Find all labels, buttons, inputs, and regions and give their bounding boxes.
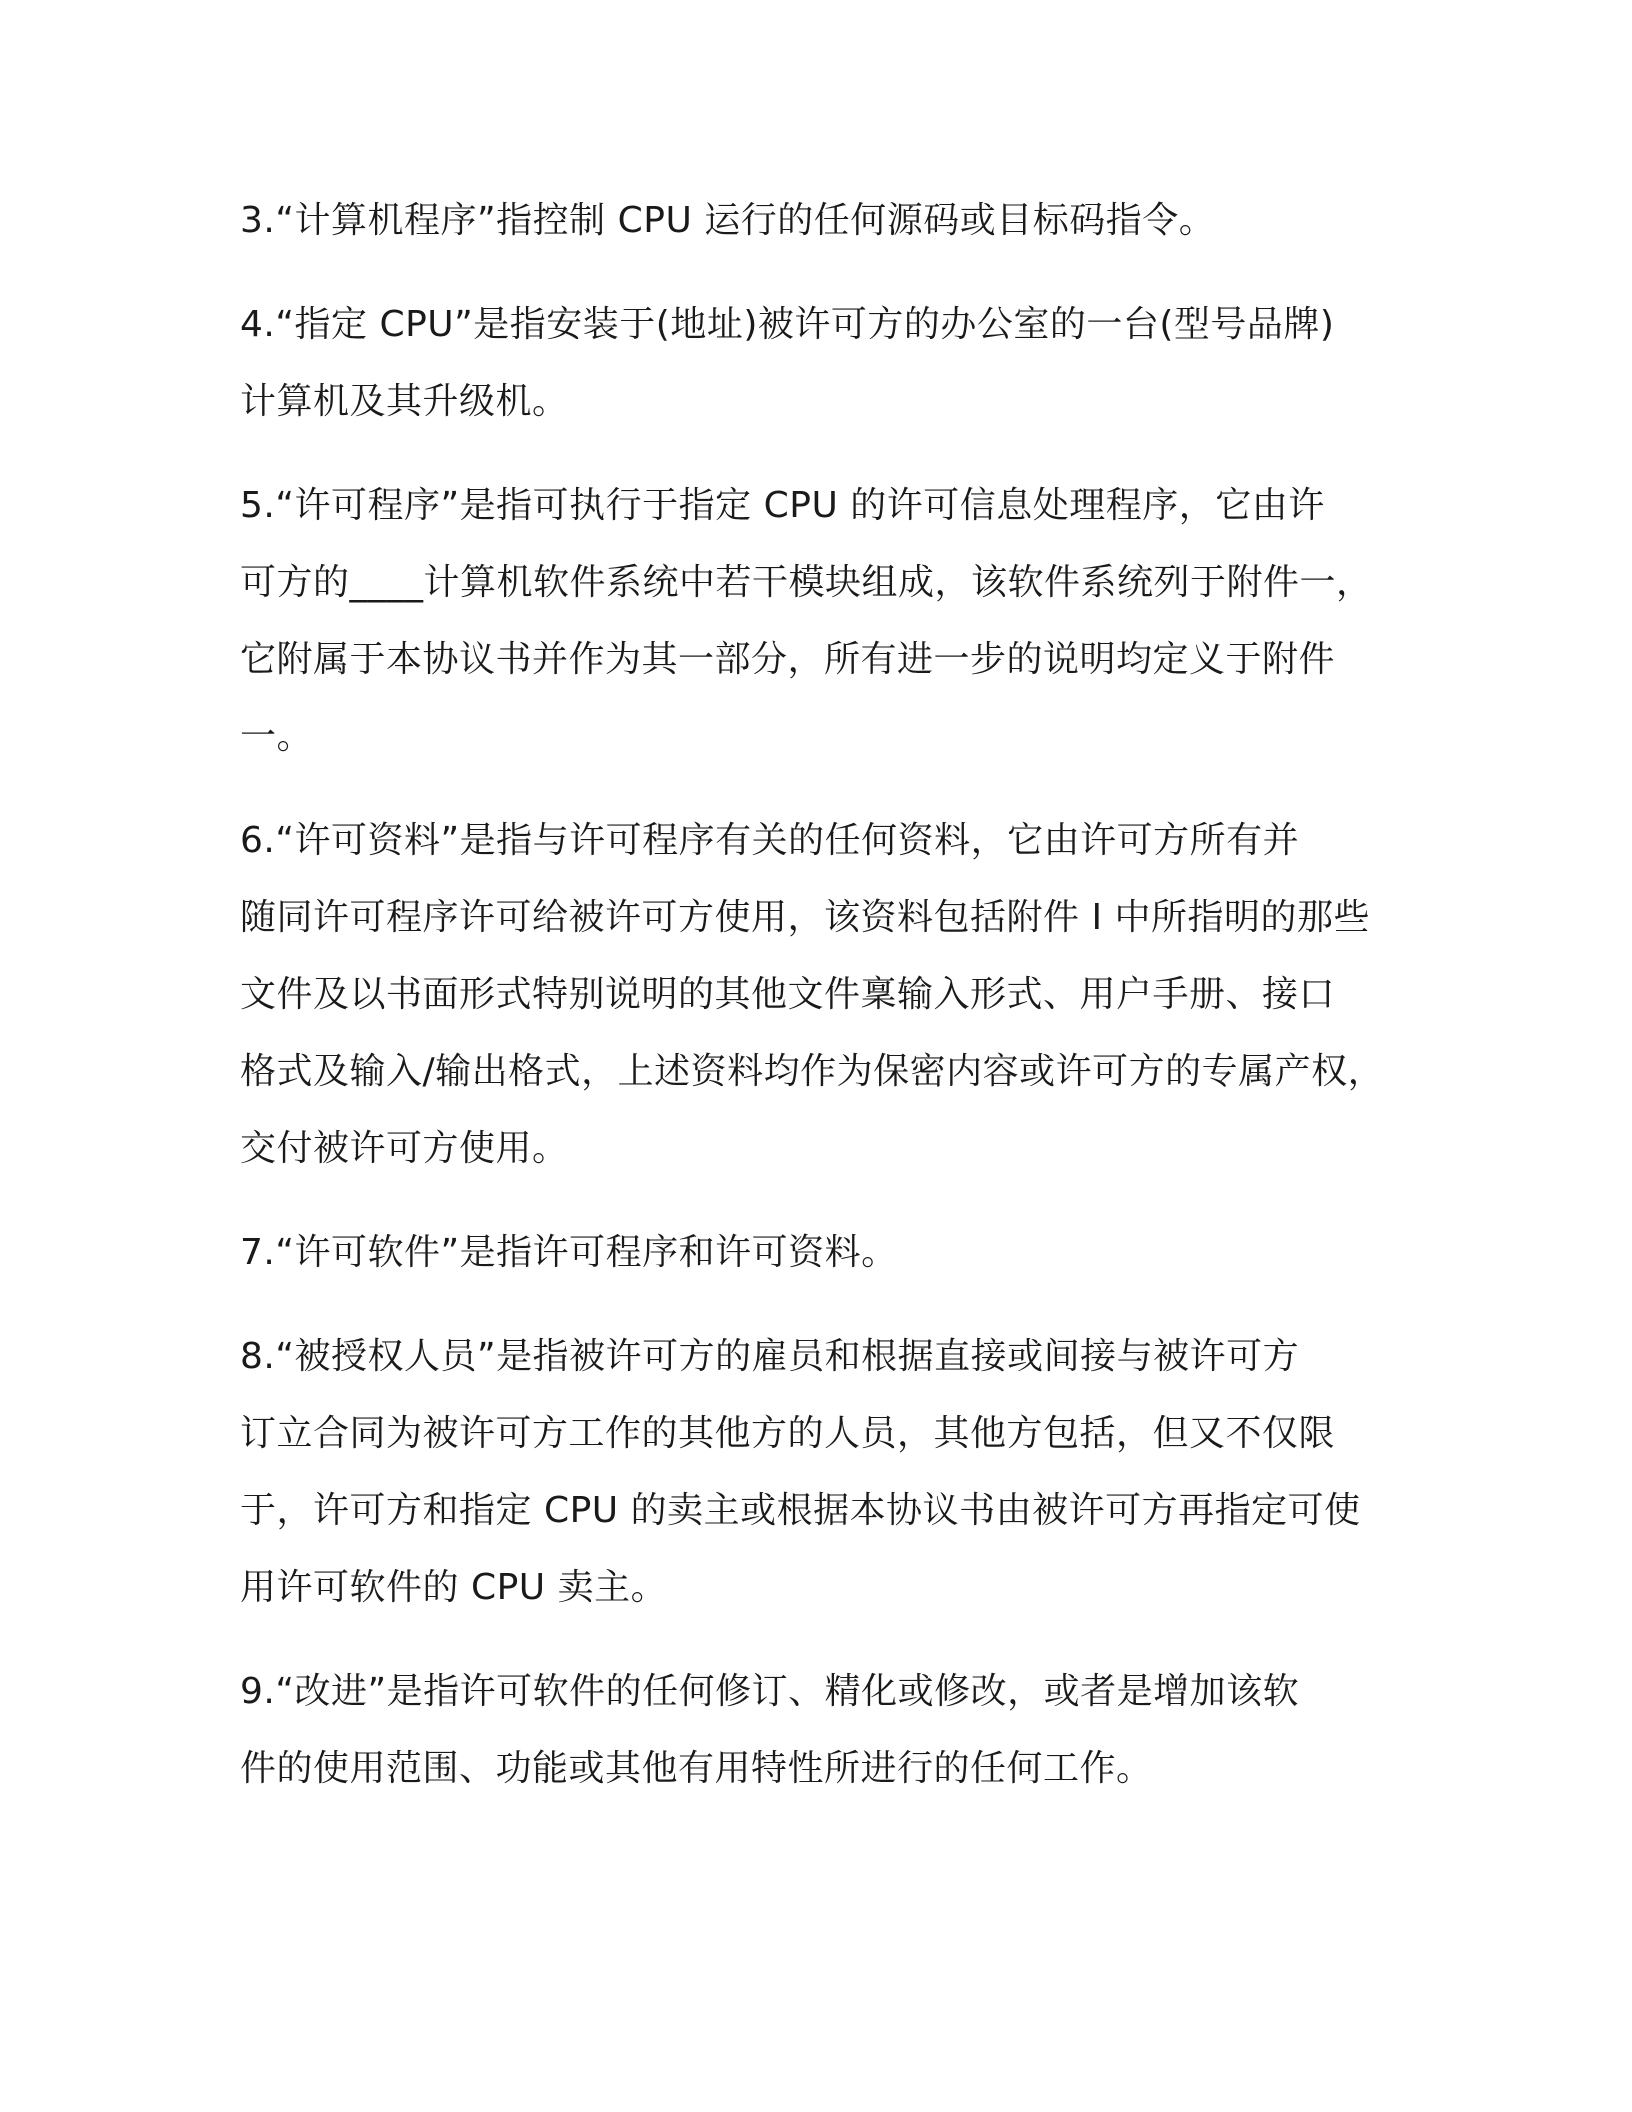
paragraph-line: 格式及输入/输出格式，上述资料均作为保密内容或许可方的专属产权， [240, 1051, 1385, 1092]
paragraph-line: 文件及以书面形式特别说明的其他文件稟输入形式、用户手册、接口 [240, 974, 1336, 1015]
paragraph-line: 7.“许可软件”是指许可程序和许可资料。 [240, 1232, 898, 1273]
paragraph-line: 一。 [240, 716, 314, 757]
paragraph-line: 随同许可程序许可给被许可方使用，该资料包括附件 I 中所指明的那些 [240, 897, 1371, 938]
paragraph-line: 6.“许可资料”是指与许可程序有关的任何资料，它由许可方所有并 [240, 820, 1300, 861]
paragraph-line: 可方的____计算机软件系统中若干模块组成，该软件系统列于附件一， [240, 562, 1373, 603]
paragraph-8 [240, 1318, 1400, 1626]
paragraph-line: 计算机及其升级机。 [240, 381, 569, 422]
paragraph-3 [240, 182, 1400, 259]
paragraph-line: 交付被许可方使用。 [240, 1128, 569, 1169]
paragraph-line: 于，许可方和指定 CPU 的卖主或根据本协议书由被许可方再指定可使 [240, 1490, 1361, 1531]
paragraph-6 [240, 802, 1400, 1187]
paragraph-line: 件的使用范围、功能或其他有用特性所进行的任何工作。 [240, 1748, 1153, 1789]
paragraph-line: 订立合同为被许可方工作的其他方的人员，其他方包括，但又不仅限 [240, 1413, 1336, 1454]
paragraph-line: 4.“指定 CPU”是指安装于(地址)被许可方的办公室的一台(型号品牌) [240, 304, 1335, 345]
paragraph-4 [240, 286, 1400, 440]
paragraph-line: 它附属于本协议书并作为其一部分，所有进一步的说明均定义于附件 [240, 639, 1336, 680]
paragraph-9 [240, 1653, 1400, 1807]
paragraph-5 [240, 467, 1400, 775]
paragraph-line: 9.“改进”是指许可软件的任何修订、精化或修改，或者是增加该软 [240, 1671, 1300, 1712]
paragraph-7 [240, 1214, 1400, 1291]
paragraph-line: 用许可软件的 CPU 卖主。 [240, 1567, 668, 1608]
paragraph-line: 5.“许可程序”是指可执行于指定 CPU 的许可信息处理程序，它由许 [240, 485, 1325, 526]
paragraph-line: 3.“计算机程序”指控制 CPU 运行的任何源码或目标码指令。 [240, 200, 1216, 241]
paragraph-line: 8.“被授权人员”是指被许可方的雇员和根据直接或间接与被许可方 [240, 1336, 1300, 1377]
document-body [240, 182, 1400, 1834]
